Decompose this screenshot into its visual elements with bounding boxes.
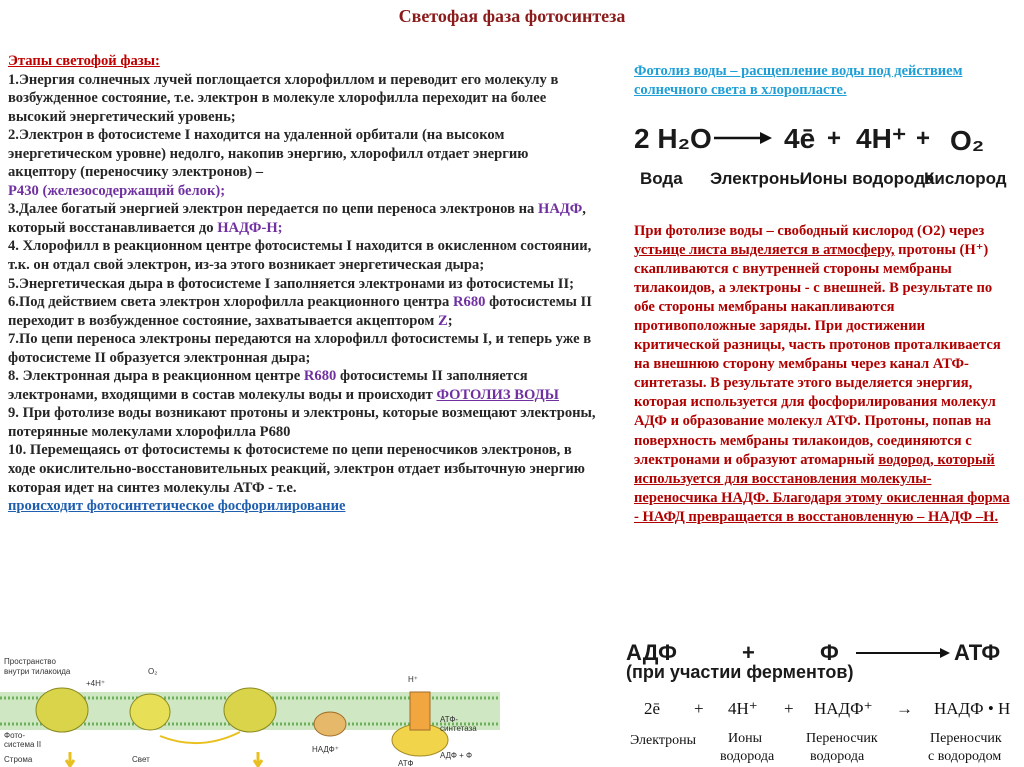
nadf-arrow: →: [896, 699, 913, 718]
stage-7: 7.По цепи переноса электроны передаются на хлорофилл фотосистемы I, и теперь уже в фотосистеме II образуется электронная дыра;: [8, 331, 592, 366]
diag-label-h: H⁺: [408, 675, 418, 684]
diag-label-atf-synthase-2: синтетаза: [440, 724, 477, 733]
diag-label-o2: O₂: [148, 667, 158, 676]
f-label: Ф: [820, 640, 839, 665]
adf-label: АДФ: [626, 640, 677, 665]
stage-8: 8. Электронная дыра в реакционном центре R680 фотосистемы II заполняется электронами, входящими в состав молекулы воды и происходит ФОТОЛИЗ ВОДЫ: [8, 368, 559, 403]
diag-label-stroma: Строма: [4, 755, 33, 764]
eq-label-water: Вода: [640, 169, 683, 188]
diag-label-nadf: НАДФ⁺: [312, 745, 339, 754]
light-arrow-1: [66, 752, 74, 766]
adf-arrowhead: [940, 648, 950, 658]
eq-label-protons: Ионы водорода: [800, 169, 935, 188]
stages-heading: Этапы светофой фазы:: [8, 53, 160, 69]
stage-2: 2.Электрон в фотосистеме I находится на удаленной орбитали (на высоком энергетическом уровне) недолго, накопив энергию, хлорофилл отдает энергию акцептору (переносчику электронов) – Р430 (железосодержащий белок);: [8, 127, 529, 199]
diag-label-adf: АДФ + Ф: [440, 751, 473, 760]
adf-plus: +: [742, 640, 755, 665]
nadf-label-e: Электроны: [630, 733, 697, 748]
nadf-protons: 4H⁺: [728, 699, 758, 718]
atf-label: АТФ: [954, 640, 1001, 665]
eq-label-oxygen: Кислород: [924, 169, 1007, 188]
stage-4: 4. Хлорофилл в реакционном центре фотосистемы I находится в окисленном состоянии, т.к. он отдал свой электрон, из-за этого возникает энергетическая дыра;: [8, 238, 592, 274]
nadf-equation: [624, 688, 1019, 767]
photosystem-1: [224, 688, 276, 732]
stage-3: 3.Далее богатый энергией электрон передается по цепи переноса электронов на НАДФ, который восстанавливается до НАДФ-Н;: [8, 201, 586, 236]
ferredoxin: [314, 712, 346, 736]
eq-plus-2: +: [916, 125, 931, 152]
nadf-reduced: НАДФ • Н: [934, 699, 1011, 718]
eq-oxygen: O₂: [950, 125, 985, 156]
adf-note: (при участии ферментов): [626, 662, 854, 682]
stage-5: 5.Энергетическая дыра в фотосистеме I заполняется электронами из фотосистемы II;: [8, 275, 574, 292]
stage-10: 10. Перемещаясь от фотосистемы к фотосистеме по цепи переносчиков электронов, в ходе окислительно-восстановительных реакций, электрон отдает избыточную энергию которая идет на синтез молекулы АТФ - т.е. происходит фотосинтетическое фосфорилирование: [8, 442, 585, 515]
thylakoid-diagram: [0, 652, 500, 767]
diag-label-space-2: внутри тилакоида: [4, 667, 71, 676]
nadf-label-r1: Переносчик: [930, 731, 1002, 746]
eq-protons: 4H⁺: [856, 123, 907, 154]
stage-6: 6.Под действием света электрон хлорофилла реакционного центра R680 фотосистемы II переходит в возбужденное состояние, захватывается акцептором Z;: [8, 294, 592, 329]
nadf-carrier: НАДФ⁺: [814, 699, 873, 718]
photolysis-equation: [634, 118, 1014, 200]
diag-label-light: Свет: [132, 755, 150, 764]
photosystem-2: [36, 688, 88, 732]
photophosphorylation-link[interactable]: происходит фотосинтетическое фосфорилирование: [8, 498, 346, 515]
diag-label-atf: АТФ: [398, 759, 414, 767]
nadf-label-n2: водорода: [810, 749, 865, 764]
cytochrome-complex: [130, 694, 170, 730]
diag-label-space: Пространство: [4, 657, 56, 666]
electron-path: [160, 732, 240, 743]
nadf-electrons: 2ē: [644, 699, 661, 718]
eq-water: 2 H₂O: [634, 123, 712, 154]
eq-plus-1: +: [827, 125, 842, 152]
nadf-label-r2: с водородом: [928, 749, 1002, 764]
light-arrow-2: [254, 752, 262, 766]
nadf-plus-2: +: [784, 699, 794, 718]
eq-electrons: 4ē: [784, 123, 816, 154]
stage-9: 9. При фотолизе воды возникают протоны и электроны, которые возмещают электроны, потерянные молекулами хлорофилла Р680: [8, 405, 596, 440]
nadf-label-h1: Ионы: [728, 731, 763, 746]
diag-label-protons: +4H⁺: [86, 679, 106, 688]
eq-arrowhead: [760, 132, 772, 144]
page-title: Светофая фаза фотосинтеза: [398, 6, 626, 26]
atp-synthase-channel: [410, 692, 430, 730]
eq-label-electrons: Электроны: [710, 169, 805, 188]
photolysis-link[interactable]: ФОТОЛИЗ ВОДЫ: [436, 386, 559, 403]
photolysis-explanation: При фотолизе воды – свободный кислород (О2) через устьице листа выделяется в атмосферу, протоны (Н⁺) скапливаются с внутренней стороны мембраны тилакоидов, а электроны - с внешней. В результате по обе стороны мембраны накапливаются противоположные заряды. При достижении критической разницы, часть протонов проталкивается на внешнюю сторону мембраны через канал АТФ-синтетазы. В результате этого выделяется энергия, которая используется для фосфорилирования молекул АДФ и образование молекул АТФ. Протоны, попав на поверхность мембраны тилакоидов, соединяются с электронами и образуют атомарный водород, который используется для восстановления молекулы-переносчика НАДФ. Благодаря этому окисленная форма - НАФД превращается в восстановленную – НАДФ –Н.: [634, 223, 1010, 525]
diag-label-ps2: Фото-: [4, 731, 26, 740]
stage-1: 1.Энергия солнечных лучей поглощается хлорофиллом и переводит его молекулу в возбужденное состояние, т.е. электрон в молекуле хлорофилла переходит на более высокий энергетический уровень;: [8, 71, 559, 125]
nadf-label-n1: Переносчик: [806, 731, 878, 746]
diag-label-atf-synthase: АТФ-: [440, 715, 459, 724]
diag-label-ps2-b: система II: [4, 740, 42, 749]
stages-column: [8, 52, 598, 516]
nadf-plus-1: +: [694, 699, 704, 718]
nadf-label-h2: водорода: [720, 749, 775, 764]
atp-equation: [624, 640, 1019, 682]
photolysis-definition: Фотолиз воды – расщепление воды под действием солнечного света в хлоропласте.: [634, 63, 963, 98]
